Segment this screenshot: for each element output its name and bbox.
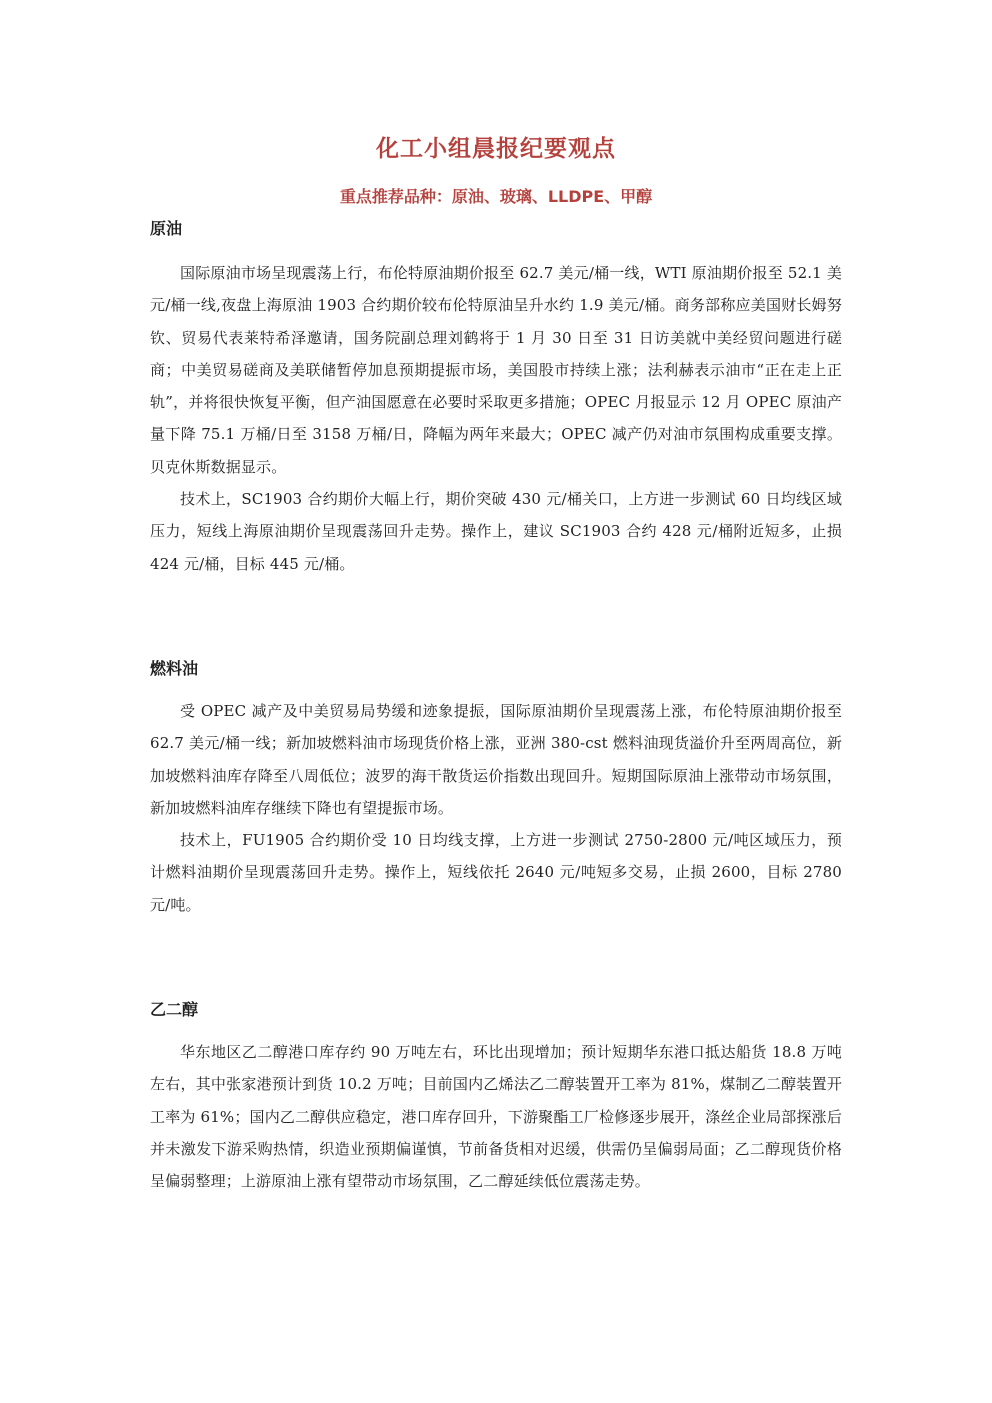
section-heading-crude-oil: 原油 — [150, 219, 183, 238]
section-crude-oil — [150, 216, 842, 580]
paragraph-fuel-oil-market: 受 OPEC 减产及中美贸易局势缓和迹象提振，国际原油期价呈现震荡上涨，布伦特原油期价报至 62.7 美元/桶一线；新加坡燃料油市场现货价格上涨，亚洲 380-cst 燃料油现货溢价升至两周高位，新加坡燃料油库存降至八周低位；波罗的海干散货运价指数出现回升。短期国际原油上涨带动市场氛围，新加坡燃料油库存继续下降也有望提振市场。 — [150, 702, 842, 817]
section-heading-ethylene-glycol: 乙二醇 — [150, 1000, 199, 1019]
paragraph-crude-oil-technical: 技术上，SC1903 合约期价大幅上行，期价突破 430 元/桶关口，上方进一步测试 60 日均线区域压力，短线上海原油期价呈现震荡回升走势。操作上，建议 SC1903 合约 428 元/桶附近短多，止损 424 元/桶，目标 445 元/桶。 — [150, 490, 842, 573]
paragraph-crude-oil-market: 国际原油市场呈现震荡上行，布伦特原油期价报至 62.7 美元/桶一线，WTI 原油期价报至 52.1 美元/桶一线,夜盘上海原油 1903 合约期价较布伦特原油呈升水约 1.9 美元/桶。商务部称应美国财长姆努钦、贸易代表莱特希泽邀请，国务院副总理刘鹤将于 1 月 30 日至 31 日访美就中美经贸问题进行磋商；中美贸易磋商及美联储暂停加息预期提振市场，美国股市持续上涨；法利赫表示油市“正在走上正轨”，并将很快恢复平衡，但产油国愿意在必要时采取更多措施；OPEC 月报显示 12 月 OPEC 原油产量下降 75.1 万桶/日至 3158 万桶/日，降幅为两年来最大；OPEC 减产仍对油市氛围构成重要支撑。贝克休斯数据显示。 — [150, 264, 842, 476]
paragraph-ethylene-glycol-market: 华东地区乙二醇港口库存约 90 万吨左右，环比出现增加；预计短期华东港口抵达船货 18.8 万吨左右，其中张家港预计到货 10.2 万吨；目前国内乙烯法乙二醇装置开工率为 81%，煤制乙二醇装置开工率为 61%；国内乙二醇供应稳定，港口库存回升，下游聚酯工厂检修逐步展开，涤丝企业局部探涨后并未激发下游采购热情，织造业预期偏谨慎，节前备货相对迟缓，供需仍呈偏弱局面；乙二醇现货价格呈偏弱整理；上游原油上涨有望带动市场氛围，乙二醇延续低位震荡走势。 — [150, 1043, 842, 1191]
section-ethylene-glycol — [150, 997, 842, 1197]
section-fuel-oil — [150, 656, 842, 921]
section-heading-fuel-oil: 燃料油 — [150, 659, 199, 678]
paragraph-fuel-oil-technical: 技术上，FU1905 合约期价受 10 日均线支撑，上方进一步测试 2750-2800 元/吨区域压力，预计燃料油期价呈现震荡回升走势。操作上，短线依托 2640 元/吨短多交易，止损 2600，目标 2780 元/吨。 — [150, 831, 842, 914]
recommended-varieties-subtitle: 重点推荐品种：原油、玻璃、LLDPE、甲醇 — [339, 187, 653, 206]
document-title: 化工小组晨报纪要观点 — [376, 136, 616, 162]
